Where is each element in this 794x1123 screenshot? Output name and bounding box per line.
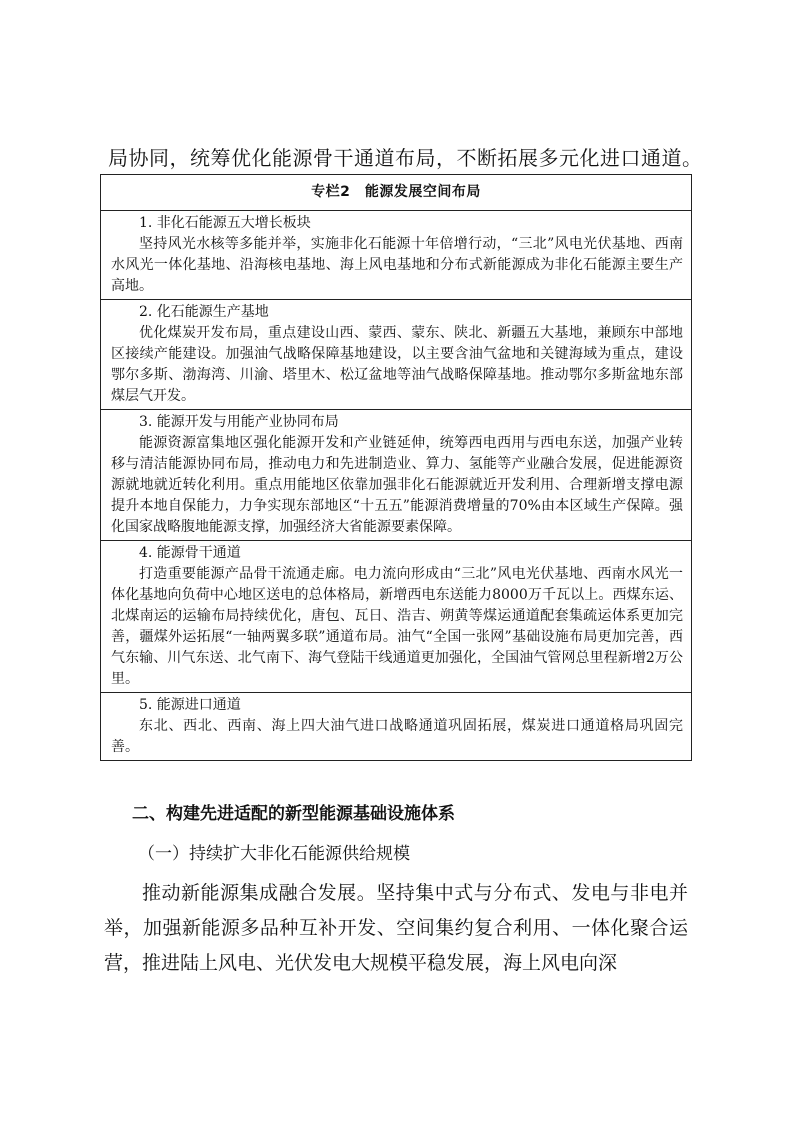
section-title: 5. 能源进口通道 (139, 697, 241, 713)
subsection-heading: （一）持续扩大非化石能源供给规模 (138, 844, 410, 864)
section-body: 打造重要能源产品骨干流通走廊。电力流向形成由“三北”风电光伏基地、西南水风光一体化基地向负荷中心地区送电的总体格局，新增西电东送能力8000万千瓦以上。西煤东运、北煤南运的运输布局持续优化，唐包、瓦日、浩吉、朔黄等煤运通道配套集疏运体系更加完善，疆煤外运拓展“一轴两翼多联”通道布局。油气“全国一张网”基础设施布局更加完善，西气东输、川气东送、北气南下、海气登陆干线通道更加强化，全国油气管网总里程新增2万公里。 (111, 566, 683, 687)
box-title: 专栏2 能源发展空间布局 (101, 175, 691, 211)
section-body: 能源资源富集地区强化能源开发和产业链延伸，统筹西电西用与西电东送，加强产业转移与清洁能源协同布局，推动电力和先进制造业、算力、氢能等产业融合发展，促进能源资源就地就近转化利用。重点用能地区依靠加强非化石能源就近开发利用、合理新增支撑电源提升本地自保能力，力争实现东部地区“十五五”能源消费增量的70%由本区域生产保障。强化国家战略腹地能源支撑，加强经济大省能源要素保障。 (111, 435, 683, 535)
box-section-5 (101, 693, 691, 760)
section-title: 4. 能源骨干通道 (139, 545, 241, 561)
box-section-2 (101, 300, 691, 410)
section-body: 坚持风光水核等多能并举，实施非化石能源十年倍增行动，“三北”风电光伏基地、西南水风光一体化基地、沿海核电基地、海上风电基地和分布式新能源成为非化石能源主要生产高地。 (111, 236, 683, 294)
continued-paragraph-line: 局协同，统筹优化能源骨干通道布局，不断拓展多元化进口通道。 (108, 146, 703, 170)
section-title: 1. 非化石能源五大增长板块 (139, 215, 311, 231)
box-section-3 (101, 410, 691, 541)
section-body: 优化煤炭开发布局，重点建设山西、蒙西、蒙东、陕北、新疆五大基地，兼顾东中部地区接续产能建设。加强油气战略保障基地建设，以主要含油气盆地和关键海域为重点，建设鄂尔多斯、渤海湾、川渝、塔里木、松辽盆地等油气战略保障基地。推动鄂尔多斯盆地东部煤层气开发。 (111, 325, 683, 404)
box-section-4 (101, 541, 691, 693)
section-body: 东北、西北、西南、海上四大油气进口战略通道巩固拓展，煤炭进口通道格局巩固完善。 (111, 718, 683, 755)
section-title: 2. 化石能源生产基地 (139, 304, 269, 320)
sidebar-box (100, 174, 692, 761)
body-paragraph: 推动新能源集成融合发展。坚持集中式与分布式、发电与非电并举，加强新能源多品种互补开发、空间集约复合利用、一体化聚合运营，推进陆上风电、光伏发电大规模平稳发展，海上风电向深 (104, 882, 688, 974)
section-title: 3. 能源开发与用能产业协同布局 (139, 414, 339, 430)
section-heading: 二、构建先进适配的新型能源基础设施体系 (132, 804, 455, 824)
box-section-1 (101, 211, 691, 300)
